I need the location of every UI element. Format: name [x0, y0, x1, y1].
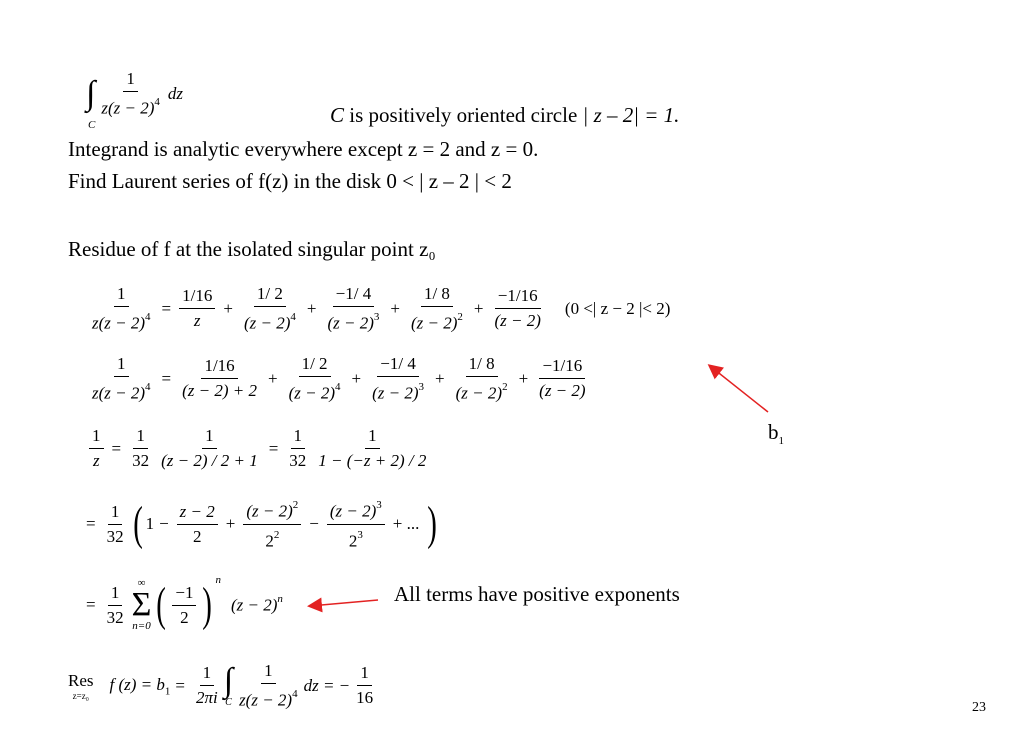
- laurent-expansion-eq2: $\frac{1}{z(z - 2)^4}$ = $\frac{1/16}{(z - 2) + 2}$ + $\frac{1/ 2}{(z - 2)^4}$ + $\frac{-1/ 4}{(z - 2)^3}$ + $\frac{1/ 8}{(z - 2)^2}$ + $\frac{-1/16}{(z - 2)}$: [92, 354, 586, 403]
- contour-description: C is positively oriented circle | z – 2| = 1.: [330, 103, 680, 127]
- summation-eq: = $\frac{1}{32}$ ∞ Σ n=0 ( $\frac{-1}{2}$ ) n $(z - 2)^n$: [86, 574, 283, 632]
- one-over-z-eq: $\frac{1}{z}$ = $\frac{1}{32}$ $\frac{1}{(z - 2) / 2 + 1}$ = $\frac{1}{32}$ $\frac{1}{1 - (-z + 2) / 2}$: [86, 425, 432, 472]
- analytic-line: Integrand is analytic everywhere except z = 2 and z = 0.: [68, 137, 539, 161]
- integrand-denominator: z(z − 2): [101, 98, 155, 118]
- residue-line: Residue of f at the isolated singular point z₀: [68, 237, 436, 261]
- positive-exponents-note: All terms have positive exponents: [394, 582, 680, 606]
- domain-condition: (0 <| z − 2 |< 2): [564, 298, 671, 318]
- laurent-expansion-eq1: $\frac{1}{z(z - 2)^4}$ = $\frac{1/16}{z}$ + $\frac{1/ 2}{(z - 2)^4}$ + $\frac{-1/ 4}{(z - 2)^3}$ + $\frac{1/ 8}{(z - 2)^2}$ + $\frac{-1/16}{(z - 2)}$ (0 <| z − 2 |< 2): [92, 284, 671, 333]
- geometric-expansion-eq: = $\frac{1}{32}$ ( 1 − $\frac{z - 2}{2}$ + $\frac{(z - 2)^2}{2^2}$ − $\frac{(z - 2)^3}{2^3}$ + ... ): [86, 497, 438, 551]
- res-operator: Res z=z₀: [68, 670, 94, 701]
- arrow-to-sum: [310, 600, 378, 606]
- header-integral: ∫ $\frac{1}{z(z - 2)^4}$ dz: [86, 69, 183, 118]
- dz-label: dz: [167, 83, 183, 103]
- contour-label: C: [88, 119, 96, 131]
- slide-number: 23: [972, 700, 986, 715]
- b1-label: $b_1$: [768, 420, 784, 448]
- laurent-line: Find Laurent series of f(z) in the disk 0 < | z – 2 | < 2: [68, 169, 512, 193]
- integrand-numerator: 1: [123, 68, 138, 92]
- residue-result-eq: Res z=z₀ f $(z) = b_1$ = $\frac{1}{2\pi i}$ ∫ C $\frac{1}{z(z - 2)^4}$ dz = − $\frac{1}{16}$: [68, 661, 374, 710]
- sigma-sum: ∞ Σ n=0: [131, 577, 152, 632]
- arrow-to-b1: [710, 366, 768, 412]
- integral-sign: ∫: [86, 74, 96, 112]
